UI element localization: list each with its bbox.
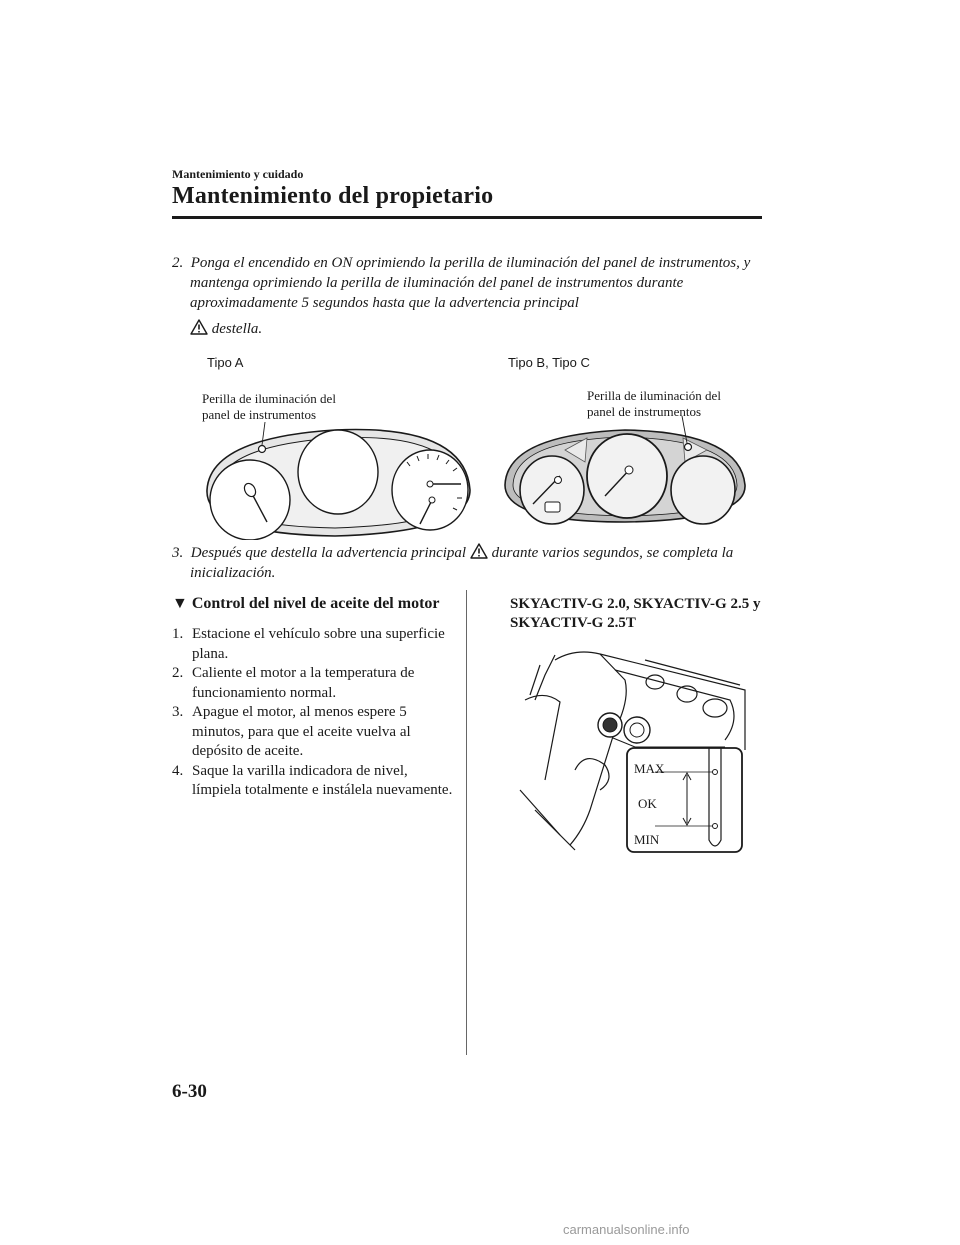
oil-check-steps xyxy=(172,625,457,801)
engine-heading: SKYACTIV-G 2.0, SKYACTIV-G 2.5 y SKYACTIV-G 2.5T xyxy=(510,596,761,631)
instrument-cluster-figure xyxy=(195,410,775,540)
step-2-text: Ponga el encendido en ON oprimiendo la perilla de iluminación del panel de instrumentos, y mantenga oprimiendo la perilla de iluminación del panel de instrumentos durante aproximadamente 5 segundos hasta que la advertencia principal xyxy=(190,255,751,311)
list-item: 2. Caliente el motor a la temperatura de funcionamiento normal. xyxy=(172,665,415,701)
page-title: Mantenimiento del propietario xyxy=(172,183,494,209)
tipo-bc-label: Tipo B, Tipo C xyxy=(508,355,590,370)
step-3-number: 3. xyxy=(172,545,184,561)
oil-check-heading: ▼ Control del nivel de aceite del motor xyxy=(172,595,440,612)
page-number: 6-30 xyxy=(172,1081,207,1102)
list-item: 4. Saque la varilla indicadora de nivel, límpiela totalmente e instálela nuevamente. xyxy=(172,762,453,798)
oil-check-section xyxy=(172,595,457,801)
cluster-type-a xyxy=(207,422,470,540)
tipo-a-label: Tipo A xyxy=(207,355,244,370)
list-item: 3. Apague el motor, al menos espere 5 minutos, para que el aceite vuelva al depósito de aceite. xyxy=(172,704,411,759)
dipstick-figure xyxy=(515,640,765,860)
cluster-type-bc xyxy=(505,416,745,524)
ok-label: OK xyxy=(638,796,657,811)
title-rule xyxy=(172,216,762,219)
watermark: carmanualsonline.info xyxy=(563,1222,690,1237)
step-2-text-after: destella. xyxy=(211,321,263,337)
callout-a-line1: Perilla de iluminación del xyxy=(202,391,336,406)
callout-bc-line1: Perilla de iluminación del xyxy=(587,388,721,403)
list-item: 1. Estacione el vehículo sobre una superficie plana. xyxy=(172,626,445,662)
step-3 xyxy=(172,543,762,583)
oil-filler-cap-icon xyxy=(624,717,650,743)
min-label: MIN xyxy=(634,832,660,847)
warning-icon xyxy=(470,543,488,559)
callout-a-line2: panel de instrumentos xyxy=(202,407,317,422)
triangle-down-icon: ▼ xyxy=(172,595,188,612)
step-3-text: Después que destella la advertencia principal xyxy=(190,545,467,561)
step-2-number: 2. xyxy=(172,255,184,271)
step-3-text-after: durante varios segundos, se completa la inicialización. xyxy=(190,545,734,581)
callout-bc-line2: panel de instrumentos xyxy=(587,404,702,419)
section-label: Mantenimiento y cuidado xyxy=(172,167,304,181)
warning-icon xyxy=(190,319,208,335)
column-divider xyxy=(466,590,467,1055)
step-2 xyxy=(172,253,762,339)
max-label: MAX xyxy=(634,761,665,776)
